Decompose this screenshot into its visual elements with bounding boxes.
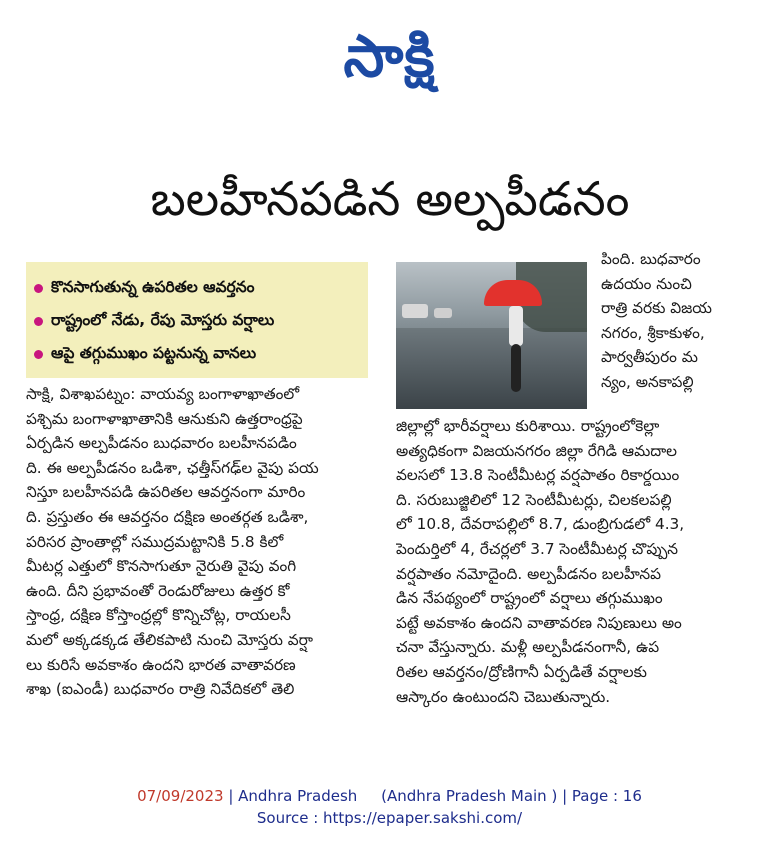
article-line: నగరం, శ్రీకాకుళం, [601,323,705,342]
masthead-logo: సాక్షి [343,22,436,90]
article-line: ది. ఈ అల్పపీడనం ఒడిశా, ఛత్తీస్‌గఢ్‌ల వైపు పయ [26,458,319,477]
photo-road [396,328,587,409]
highlight-item [34,272,360,305]
article-line: వలసలో 13.8 సెంటీమీటర్ల వర్షపాతం రికార్డయిం [396,466,680,485]
bullet-icon [34,284,43,293]
article-line: ఆస్కారం ఉంటుందని చెబుతున్నారు. [396,687,611,706]
article-column-right-bottom [396,414,758,709]
article-line: మలో అక్కడక్కడ తేలికపాటి నుంచి మోస్తరు వర్షా [26,630,313,649]
article-line: పెందుర్తిలో 4, రేచర్లలో 3.7 సెంటీమీటర్ల చొప్పున [396,539,679,558]
footer-edition-info: | Andhra Pradesh (Andhra Pradesh Main ) | Page : 16 [223,787,642,805]
rain-cyclist-photo [396,262,587,409]
article-headline: బలహీనపడిన అల్పపీడనం [150,172,630,227]
article-column-left [26,382,370,702]
article-line: ఉదయం నుంచి [601,274,692,293]
article-line: రితల ఆవర్తనం/ద్రోణిగానీ ఏర్పడితే వర్షాలకు [396,662,647,681]
article-line: లు కురిసే అవకాశం ఉందని భారత వాతావరణ [26,655,296,674]
article-line: జిల్లాల్లో భారీవర్షాలు కురిశాయి. రాష్ట్రంలోకెల్లా [396,417,660,435]
newspaper-masthead [0,18,779,94]
article-line: చనా వేస్తున్నారు. మళ్లీ అల్పపీడనంగానీ, ఉప [396,638,660,657]
article-line: లో 10.8, దేవరాపల్లిలో 8.7, డుంబ్రిగుడలో 4.3, [396,515,685,534]
article-line: అత్యధికంగా విజయనగరం జిల్లా రేగిడి ఆమదాల [396,441,678,460]
highlight-text: కొనసాగుతున్న ఉపరితల ఆవర్తనం [51,277,255,296]
article-line: ఏర్పడిన అల్పపీడనం బుధవారం బలహీనపడిం [26,434,297,453]
article-line: ది. ప్రస్తుతం ఈ ఆవర్తనం దక్షిణ అంతర్గత ఒడిశా, [26,507,309,526]
article-line: ది. సరుబుజ్జిలిలో 12 సెంటీమీటర్లు, చిలకలపల్లి [396,490,672,509]
photo-car [434,308,452,318]
article-line: రాత్రి వరకు విజయ [601,299,712,318]
highlight-text: రాష్ట్రంలో నేడు, రేపు మోస్తరు వర్షాలు [51,310,275,329]
cyclist [509,306,523,346]
footer-edition-line [0,785,779,807]
article-line: పశ్చిమ బంగాళాఖాతానికి ఆనుకుని ఉత్తరాంధ్రపై [26,409,303,428]
page-footer [0,785,779,829]
article-line: డిన నేపథ్యంలో రాష్ట్రంలో వర్షాలు తగ్గుముఖం [396,589,663,608]
article-line: సాక్షి, విశాఖపట్నం: వాయవ్య బంగాళాఖాతంలో [26,385,300,403]
article-line: నిస్తూ బలహీనపడి ఉపరితల ఆవర్తనంగా మారిం [26,483,306,502]
article-line: శాఖ (ఐఎండీ) బుధవారం రాత్రి నివేదికలో తెలి [26,680,295,699]
article-line: మీటర్ల ఎత్తులో కొనసాగుతూ నైరుతి వైపు వంగి [26,557,297,576]
highlight-item [34,338,360,371]
article-line: పట్టే అవకాశం ఉందని వాతావరణ నిపుణులు అం [396,613,682,632]
article-line: ఉంది. దీని ప్రభావంతో రెండురోజులు ఉత్తర కో [26,581,290,600]
highlight-text: ఆపై తగ్గుముఖం పట్టనున్న వానలు [51,343,257,362]
article-line: పార్వతీపురం మ [601,348,698,367]
highlight-item [34,305,360,338]
article-line: న్యం, అనకాపల్లి [601,372,694,391]
bullet-icon [34,350,43,359]
footer-source-link[interactable]: Source : https://epaper.sakshi.com/ [256,809,523,827]
photo-car [402,304,428,318]
article-line: వర్షపాతం నమోదైంది. అల్పపీడనం బలహీనప [396,564,661,583]
article-line: స్తాంధ్ర, దక్షిణ కోస్తాంధ్రల్లో కొన్నిచోట్ల, రాయలసీ [26,606,291,625]
article-line: పింది. బుధవారం [601,250,701,268]
highlights-box [26,262,368,378]
footer-date: 07/09/2023 [137,787,224,805]
bicycle [511,344,521,392]
bullet-icon [34,317,43,326]
article-column-right-top [601,247,767,395]
article-line: పరిసర ప్రాంతాల్లో సముద్రమట్టానికి 5.8 కిలో [26,532,284,551]
